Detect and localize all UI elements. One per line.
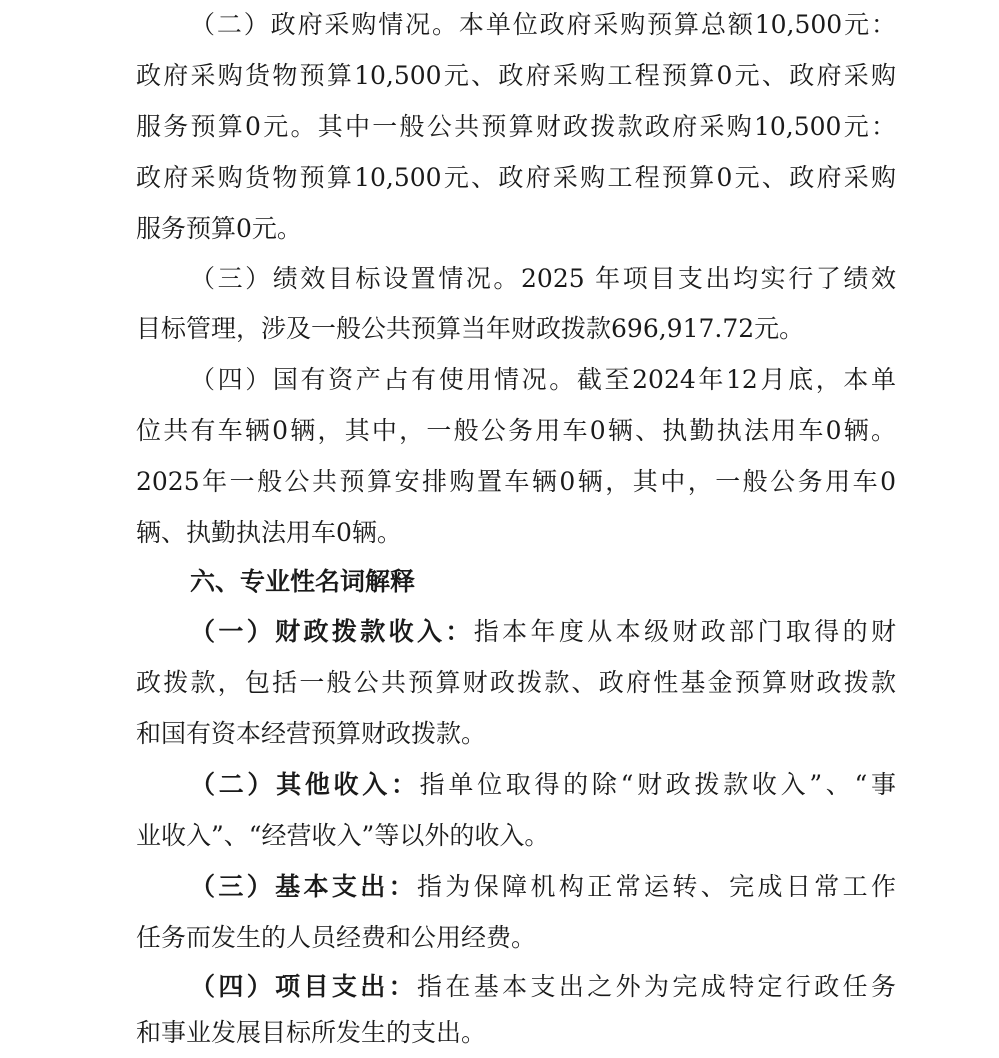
definition-3-text: 指为保障机构正常运转、完成日常工作 [417, 872, 896, 901]
procurement-line-2: 政府采购货物预算10,500元、政府采购工程预算0元、政府采购 [136, 61, 896, 90]
definition-2-term: （二）其他收入： [190, 770, 420, 799]
assets-line-4: 辆、执勤执法用车0辆。 [136, 518, 402, 547]
definition-4-line-2: 和事业发展目标所发生的支出。 [136, 1018, 487, 1047]
definition-4-term: （四）项目支出： [190, 972, 417, 1001]
procurement-line-1: （二）政府采购情况。本单位政府采购预算总额10,500元： [190, 10, 896, 39]
section-heading: 六、专业性名词解释 [190, 567, 416, 596]
performance-line-2: 目标管理，涉及一般公共预算当年财政拨款696,917.72元。 [136, 314, 805, 343]
procurement-line-3: 服务预算0元。其中一般公共预算财政拨款政府采购10,500元： [136, 112, 896, 141]
definition-2-line-2: 业收入”、“经营收入”等以外的收入。 [136, 821, 550, 850]
assets-line-1: （四）国有资产占有使用情况。截至2024年12月底，本单 [190, 365, 896, 394]
definition-4-first-line [190, 962, 896, 1012]
procurement-line-4: 政府采购货物预算10,500元、政府采购工程预算0元、政府采购 [136, 163, 896, 192]
assets-line-3: 2025年一般公共预算安排购置车辆0辆，其中，一般公务用车0 [136, 467, 896, 496]
procurement-line-5: 服务预算0元。 [136, 214, 302, 243]
definition-1-line-3: 和国有资本经营预算财政拨款。 [136, 719, 487, 748]
definition-3-line-2: 任务而发生的人员经费和公用经费。 [136, 923, 537, 952]
definition-1-line-2: 政拨款，包括一般公共预算财政拨款、政府性基金预算财政拨款 [136, 668, 896, 697]
definition-2-first-line [190, 760, 896, 810]
definition-3-first-line [190, 862, 896, 912]
definition-1-first-line [190, 607, 896, 657]
definition-1-text: 指本年度从本级财政部门取得的财 [473, 617, 896, 646]
definition-3-term: （三）基本支出： [190, 872, 417, 901]
definition-4-text: 指在基本支出之外为完成特定行政任务 [417, 972, 896, 1001]
definition-2-text: 指单位取得的除“财政拨款收入”、“事 [419, 770, 896, 799]
definition-1-term: （一）财政拨款收入： [190, 617, 474, 646]
assets-line-2: 位共有车辆0辆，其中，一般公务用车0辆、执勤执法用车0辆。 [136, 416, 896, 445]
performance-line-1: （三）绩效目标设置情况。2025 年项目支出均实行了绩效 [190, 264, 896, 293]
